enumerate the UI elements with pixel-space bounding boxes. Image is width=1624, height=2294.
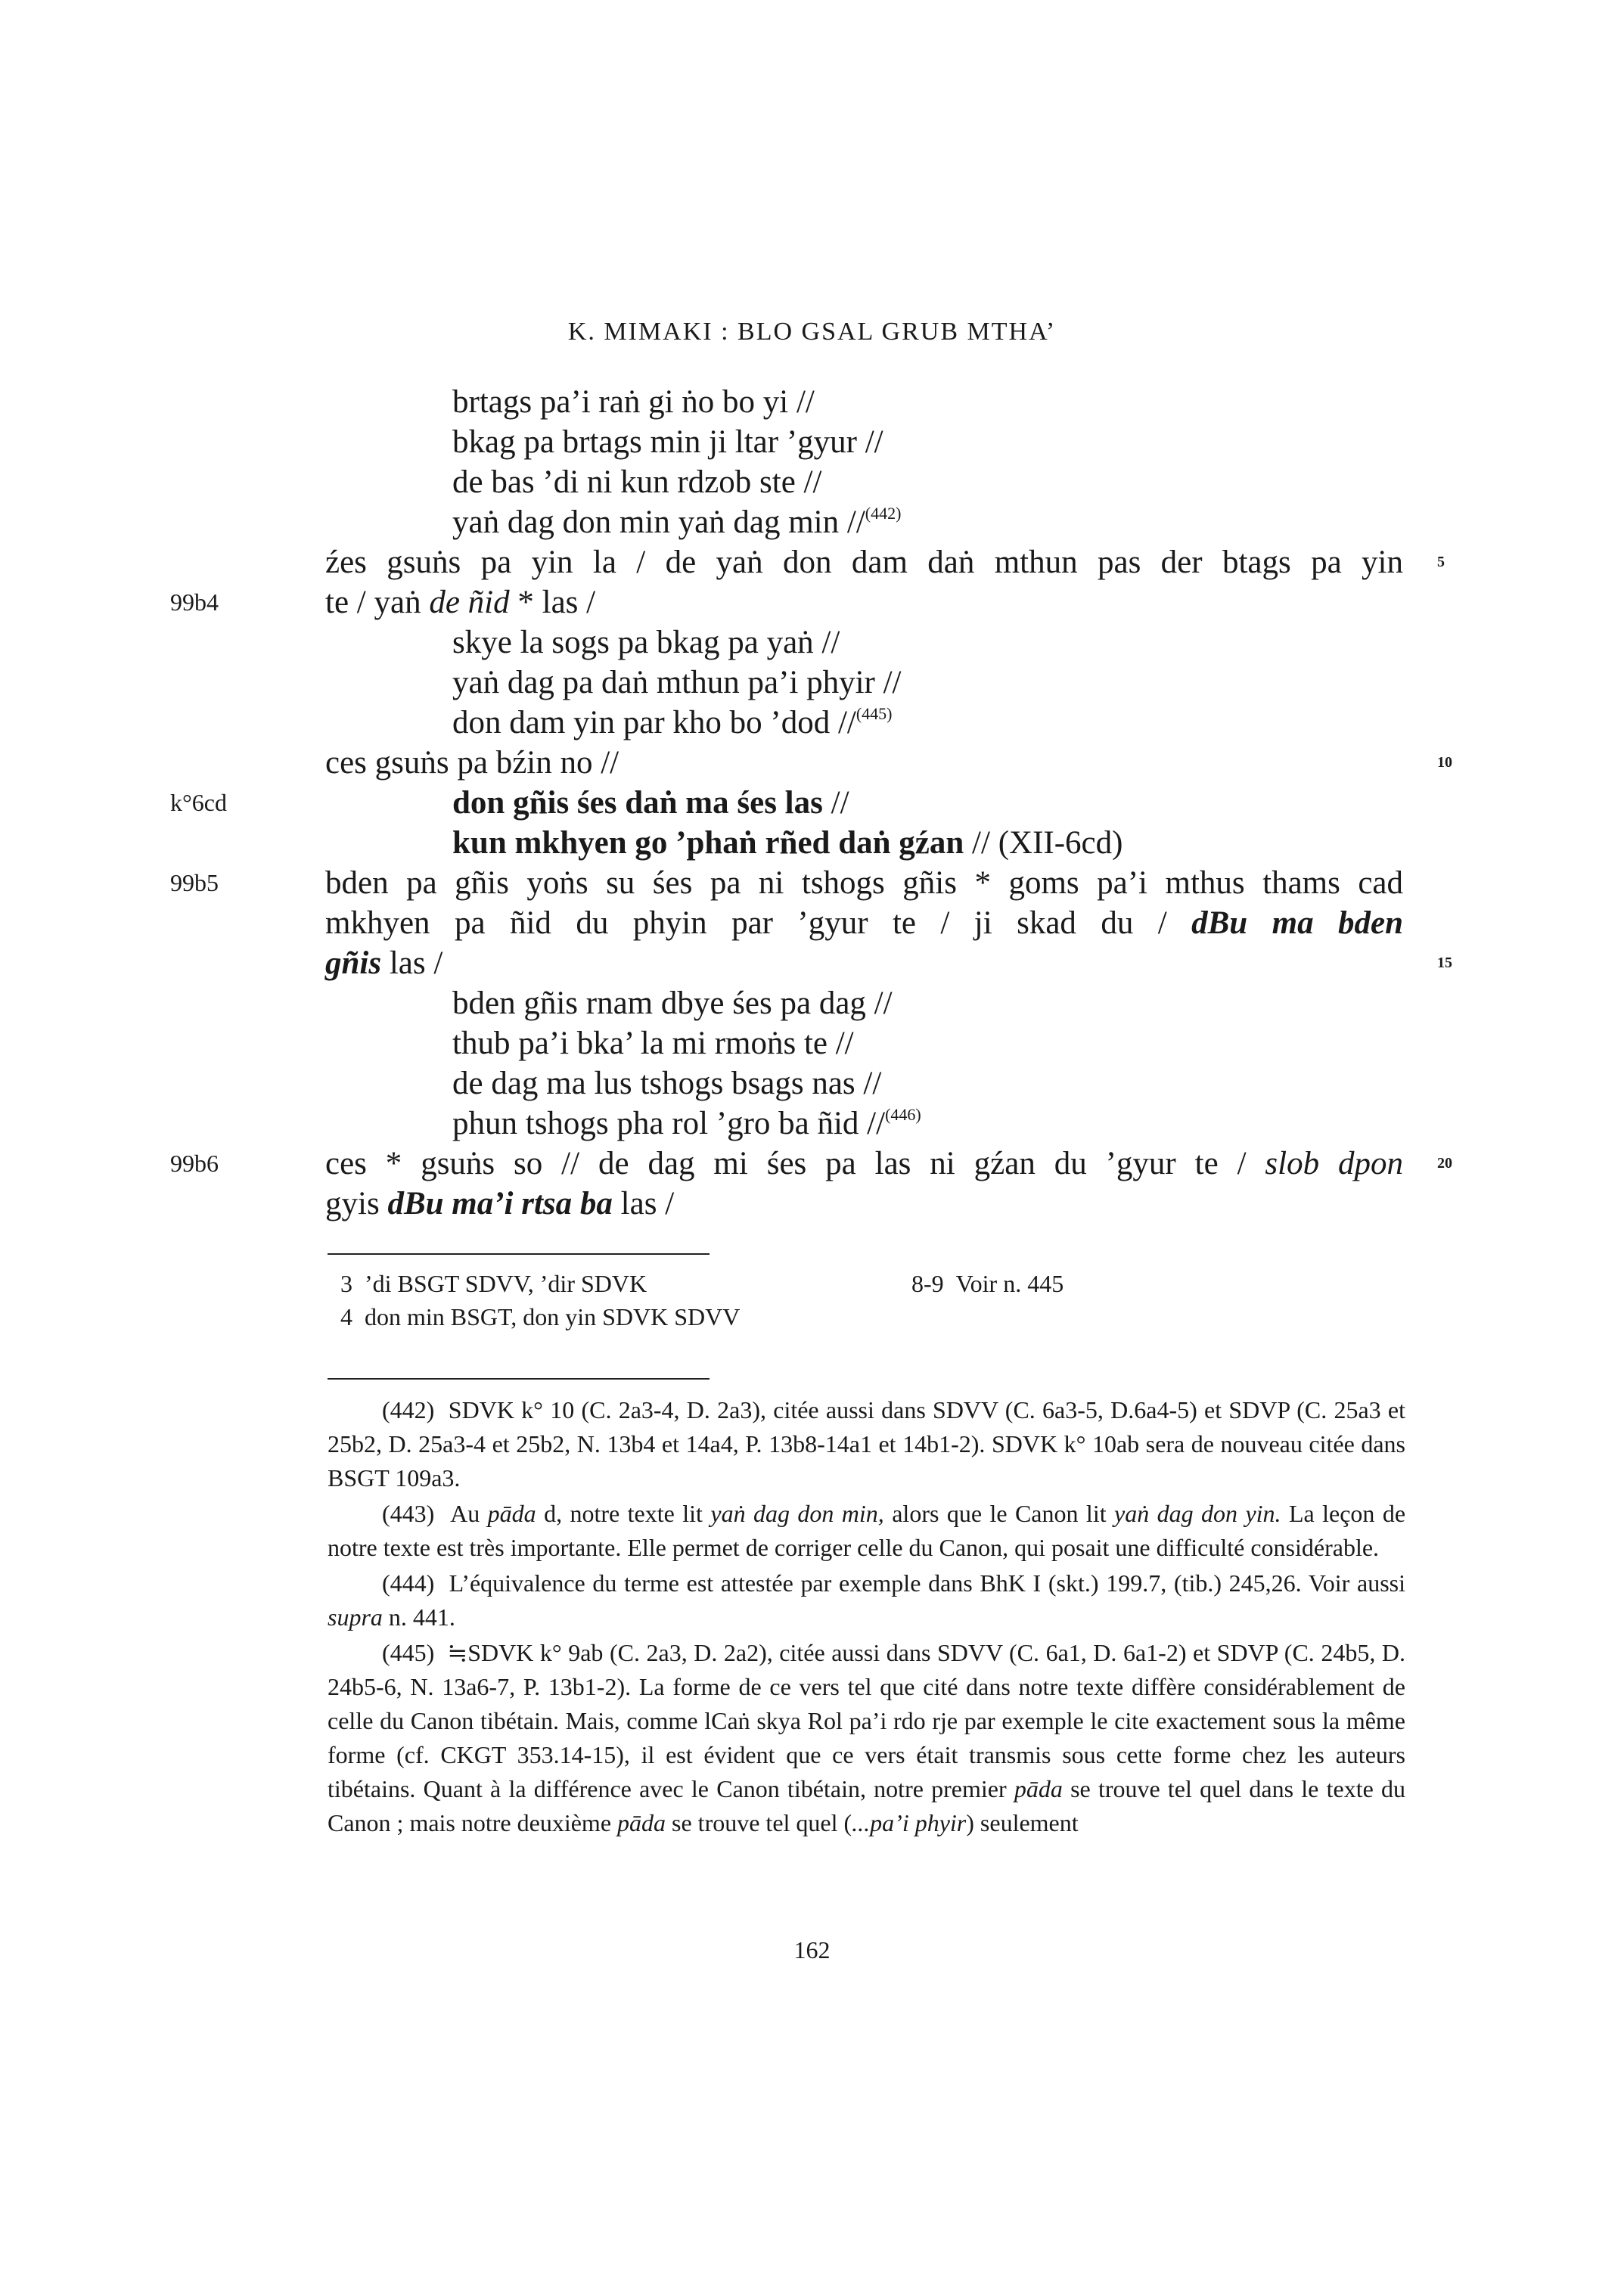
line-text: mkhyen pa ñid du phyin par ’gyur te / ji skad du / dBu ma bden	[325, 905, 1404, 941]
line-text: te / yaṅ de ñid * las /	[325, 585, 596, 620]
prose-line	[0, 743, 1624, 783]
footnote: (443) Au pāda d, notre texte lit yaṅ dag don min, alors que le Canon lit yaṅ dag don yin. La leçon de notre texte est très importante. Elle permet de corriger celle du Canon, qui posait une difficulté considérable.	[328, 1500, 1406, 1561]
prose-line	[0, 542, 1624, 582]
folio-reference: 99b6	[170, 1150, 219, 1177]
line-text: bden pa gñis yoṅs su śes pa ni tshogs gñis * goms pa’i mthus thams cad	[325, 865, 1403, 901]
footnote: (442) SDVK k° 10 (C. 2a3-4, D. 2a3), citée aussi dans SDVV (C. 6a3-5, D.6a4-5) et SDVP (C. 25a3 et 25b2, D. 25a3-4 et 25b2, N. 13b4 et 14a4, P. 13b8-14a1 et 14b1-2). SDVK k° 10ab sera de nouveau citée dans BSGT 109a3.	[328, 1396, 1405, 1492]
footnote: (445) ≒SDVK k° 9ab (C. 2a3, D. 2a2), citée aussi dans SDVV (C. 6a1, D. 6a1-2) et SDVP (C. 24b5, D. 24b5-6, N. 13a6-7, P. 13b1-2). La forme de ce vers tel que cité dans notre texte diffère considérablement de celle du Canon tibétain. Mais, comme lCaṅ skya Rol pa’i rdo rje par exemple le cite exactement sous la même forme (cf. CKGT 353.14-15), il est évident que ce vers était transmis sous cette forme chez les auteurs tibétains. Quant à la différence avec le Canon tibétain, notre premier pāda se trouve tel quel dans le texte du Canon ; mais notre deuxième pāda se trouve tel quel (...pa’i phyir) seulement	[328, 1639, 1406, 1836]
verse-line	[0, 422, 1624, 462]
line-number: 5	[1437, 554, 1445, 570]
line-number: 15	[1437, 955, 1452, 971]
line-text: thub pa’i bka’ la mi rmoṅs te //	[452, 1026, 854, 1061]
line-text: de bas ’di ni kun rdzob ste //	[452, 464, 822, 500]
folio-reference: k°6cd	[170, 789, 227, 816]
critical-apparatus	[340, 1267, 740, 1333]
line-text: ces gsuṅs pa bźin no //	[325, 745, 619, 781]
verse-line	[0, 502, 1624, 542]
main-text	[0, 382, 1624, 1224]
line-text: brtags pa’i raṅ gi ṅo bo yi //	[452, 384, 815, 420]
prose-line	[0, 582, 1624, 622]
prose-line	[0, 1184, 1624, 1224]
line-text: bden gñis rnam dbye śes pa dag //	[452, 986, 893, 1021]
footnote-rule	[328, 1378, 710, 1380]
line-text: phun tshogs pha rol ’gro ba ñid //$^{(446)}$	[452, 1105, 921, 1141]
running-header: K. MIMAKI : BLO GSAL GRUB MTHA’	[567, 318, 1057, 346]
verse-line	[0, 1104, 1624, 1144]
folio-reference: 99b5	[170, 869, 219, 896]
apparatus-rule	[328, 1253, 710, 1255]
prose-line	[0, 1144, 1624, 1184]
verse-line	[0, 703, 1624, 743]
line-text: skye la sogs pa bkag pa yaṅ //	[452, 625, 840, 660]
verse-line	[0, 622, 1624, 663]
line-text: don dam yin par kho bo ’dod //$^{(445)}$	[452, 704, 893, 740]
line-text: gñis las /	[325, 945, 443, 981]
folio-reference: 99b4	[170, 588, 219, 616]
verse-line	[0, 462, 1624, 502]
verse-line	[0, 1063, 1624, 1104]
footnotes	[328, 1393, 1405, 1842]
line-number: 10	[1437, 754, 1452, 771]
apparatus-entry: 3 ’di BSGT SDVV, ’dir SDVK	[340, 1270, 647, 1297]
line-text: bkag pa brtags min ji ltar ’gyur //	[452, 424, 883, 460]
line-text: kun mkhyen go ’phaṅ rñed daṅ gźan // (XII-6cd)	[452, 825, 1123, 861]
line-text: gyis dBu ma’i rtsa ba las /	[325, 1186, 675, 1222]
line-text: yaṅ dag don min yaṅ dag min //$^{(442)}$	[452, 504, 902, 540]
verse-line	[0, 983, 1624, 1023]
prose-line	[0, 863, 1624, 903]
line-text: de dag ma lus tshogs bsags nas //	[452, 1066, 882, 1101]
critical-apparatus-right: 8-9 Voir n. 445	[911, 1270, 1064, 1297]
page-number: 162	[793, 1936, 831, 1963]
verse-line	[0, 382, 1624, 422]
prose-line	[0, 903, 1624, 943]
line-number: 20	[1437, 1155, 1452, 1172]
apparatus-entry: 4 don min BSGT, don yin SDVK SDVV	[340, 1303, 741, 1330]
line-text: don gñis śes daṅ ma śes las //	[452, 785, 849, 821]
footnote: (444) L’équivalence du terme est attestée par exemple dans BhK I (skt.) 199.7, (tib.) 245,26. Voir aussi supra n. 441.	[328, 1569, 1405, 1631]
line-text: źes gsuṅs pa yin la / de yaṅ don dam daṅ mthun pas der btags pa yin	[325, 545, 1403, 580]
verse-line	[0, 823, 1624, 863]
line-text: ces * gsuṅs so // de dag mi śes pa las ni gźan du ’gyur te / slob dpon	[325, 1146, 1403, 1181]
prose-line	[0, 943, 1624, 983]
verse-line	[0, 663, 1624, 703]
verse-line	[0, 1023, 1624, 1063]
line-text: yaṅ dag pa daṅ mthun pa’i phyir //	[452, 665, 902, 700]
verse-line	[0, 783, 1624, 823]
